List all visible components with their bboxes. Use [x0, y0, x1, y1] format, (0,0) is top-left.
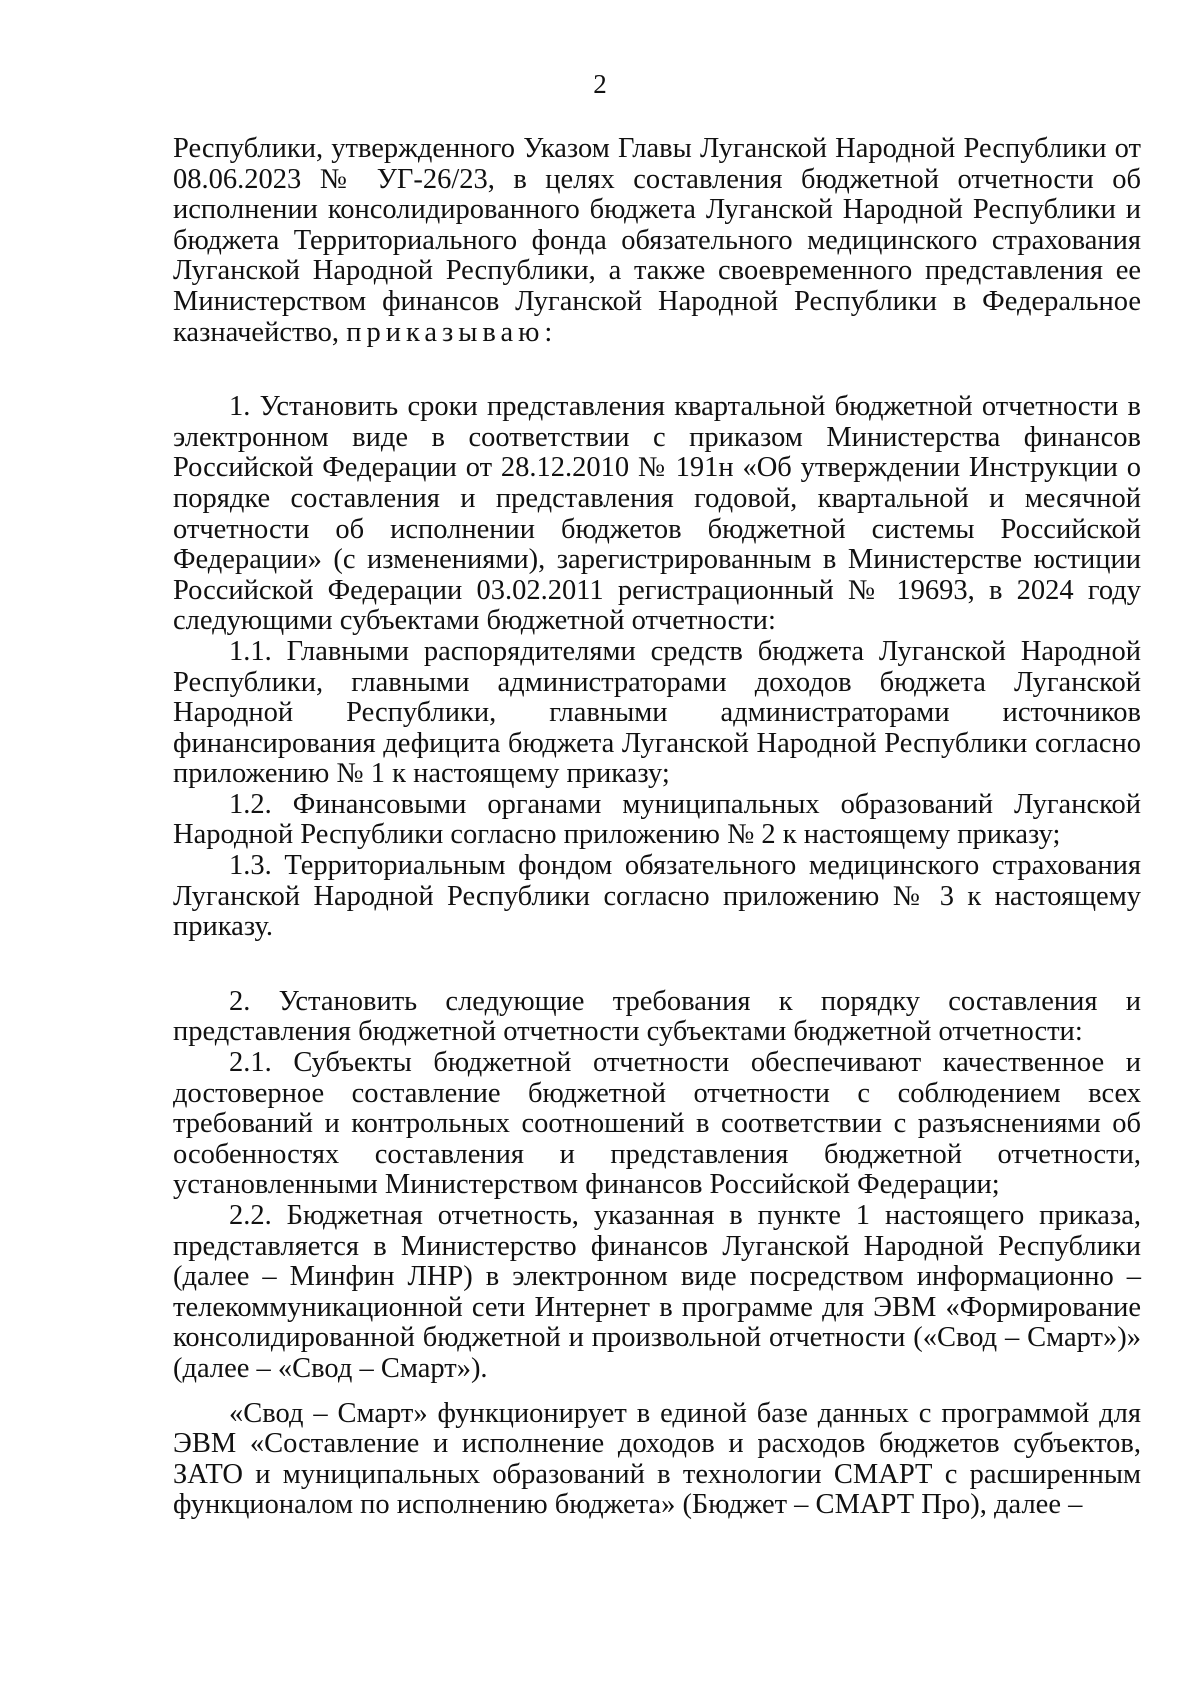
- document-body: [173, 134, 1141, 1521]
- paragraph-1: 1. Установить сроки представления квартальной бюджетной отчетности в электронном виде в соответствии с приказом Министерства финансов Российской Федерации от 28.12.2010 № 191н «Об утверждении Инструкции о порядке составления и представления годовой, квартальной и месячной отчетности об исполнении бюджетов бюджетной системы Российской Федерации» (с изменениями), зарегистрированным в Министерстве юстиции Российской Федерации 03.02.2011 регистрационный № 19693, в 2024 году следующими субъектами бюджетной отчетности:: [173, 391, 1141, 637]
- intro-paragraph: [173, 134, 1141, 348]
- paragraph-1-1: 1.1. Главными распорядителями средств бюджета Луганской Народной Республики, главными администраторами доходов бюджета Луганской Народной Республики, главными администраторами источников финансирования дефицита бюджета Луганской Народной Республики согласно приложению № 1 к настоящему приказу;: [173, 635, 1141, 790]
- paragraph-1-2: 1.2. Финансовыми органами муниципальных образований Луганской Народной Республики согласно приложению № 2 к настоящему приказу;: [173, 788, 1141, 851]
- paragraph-2: 2. Установить следующие требования к порядку составления и представления бюджетной отчетности субъектами бюджетной отчетности:: [173, 985, 1141, 1048]
- intro-text: Республики, утвержденного Указом Главы Луганской Народной Республики от 08.06.2023 № УГ-26/23, в целях составления бюджетной отчетности об исполнении консолидированного бюджета Луганской Народной Республики и бюджета Территориального фонда обязательного медицинского страхования Луганской Народной Республики, а также своевременного представления ее Министерством финансов Луганской Народной Республики в Федеральное казначейство,: [173, 133, 1141, 348]
- paragraph-2-1: 2.1. Субъекты бюджетной отчетности обеспечивают качественное и достоверное составление бюджетной отчетности с соблюдением всех требований и контрольных соотношений в соответствии с разъяснениями об особенностях составления и представления бюджетной отчетности, установленными Министерством финансов Российской Федерации;: [173, 1047, 1141, 1201]
- paragraph-1-3: 1.3. Территориальным фондом обязательного медицинского страхования Луганской Народной Республики согласно приложению № 3 к настоящему приказу.: [173, 850, 1141, 943]
- paragraph-svod-smart: «Свод – Смарт» функционирует в единой базе данных с программой для ЭВМ «Составление и исполнение доходов и расходов бюджетов субъектов, ЗАТО и муниципальных образований в технологии СМАРТ с расширенным функционалом по исполнению бюджета» (Бюджет – СМАРТ Про), далее –: [173, 1397, 1141, 1521]
- order-keyword: приказываю:: [346, 316, 558, 348]
- paragraph-2-2: 2.2. Бюджетная отчетность, указанная в пункте 1 настоящего приказа, представляется в Министерство финансов Луганской Народной Республики (далее – Минфин ЛНР) в электронном виде посредством информационно – телекоммуникационной сети Интернет в программе для ЭВМ «Формирование консолидированной бюджетной и произвольной отчетности («Свод – Смарт»)» (далее – «Свод – Смарт»).: [173, 1200, 1141, 1384]
- page-number: 2: [593, 69, 607, 99]
